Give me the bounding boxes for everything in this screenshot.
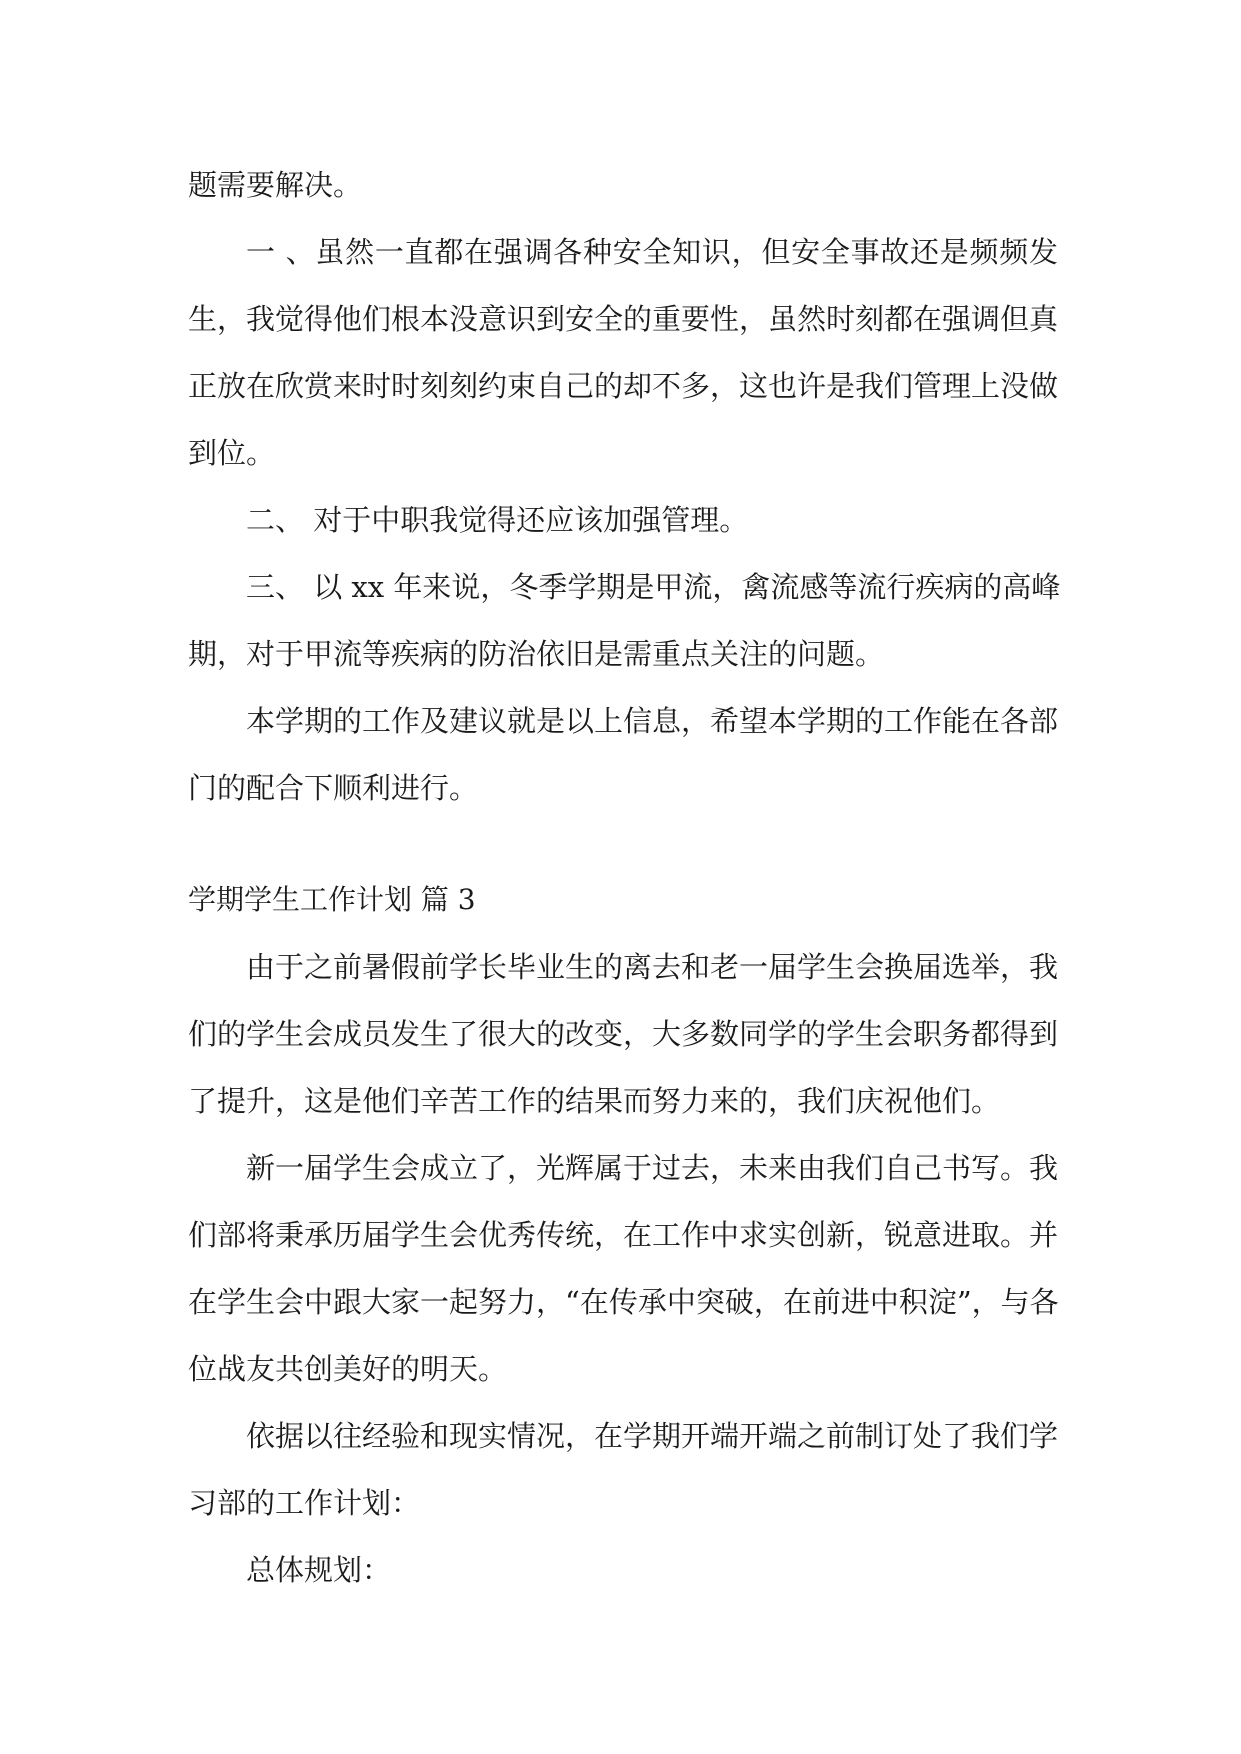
paragraph-line: 题需要解决。 [188,168,363,202]
paragraph-line: 一 、虽然一直都在强调各种安全知识，但安全事故还是频频发 [246,235,1058,269]
paragraph-line: 三、 以 xx 年来说，冬季学期是甲流，禽流感等流行疾病的高峰 [246,570,1061,604]
paragraph-line: 新一届学生会成立了，光辉属于过去，未来由我们自己书写。我 [246,1151,1059,1185]
paragraph-line: 总体规划： [246,1553,392,1587]
paragraph-line: 生，我觉得他们根本没意识到安全的重要性，虽然时刻都在强调但真 [188,302,1059,336]
paragraph-line: 由于之前暑假前学长毕业生的离去和老一届学生会换届选举，我 [246,950,1059,984]
paragraph-line: 依据以往经验和现实情况，在学期开端开端之前制订处了我们学 [246,1419,1059,1453]
paragraph-line: 们的学生会成员发生了很大的改变，大多数同学的学生会职务都得到 [188,1017,1059,1051]
paragraph-line: 们部将秉承历届学生会优秀传统，在工作中求实创新，锐意进取。并 [188,1218,1059,1252]
paragraph-line: 正放在欣赏来时时刻刻约束自己的却不多，这也许是我们管理上没做 [188,369,1059,403]
paragraph-line: 在学生会中跟大家一起努力，“在传承中突破，在前进中积淀”，与各 [188,1285,1059,1319]
paragraph-line: 二、 对于中职我觉得还应该加强管理。 [246,503,749,537]
paragraph-line: 习部的工作计划： [188,1486,421,1520]
paragraph-line: 本学期的工作及建议就是以上信息，希望本学期的工作能在各部 [246,704,1059,738]
paragraph-line: 了提升，这是他们辛苦工作的结果而努力来的，我们庆祝他们。 [188,1084,1001,1118]
paragraph-line: 期，对于甲流等疾病的防治依旧是需重点关注的问题。 [188,637,885,671]
section-heading: 学期学生工作计划 篇 3 [188,883,476,916]
paragraph-line: 位战友共创美好的明天。 [188,1352,508,1386]
paragraph-line: 门的配合下顺利进行。 [188,771,479,805]
paragraph-line: 到位。 [188,436,276,470]
